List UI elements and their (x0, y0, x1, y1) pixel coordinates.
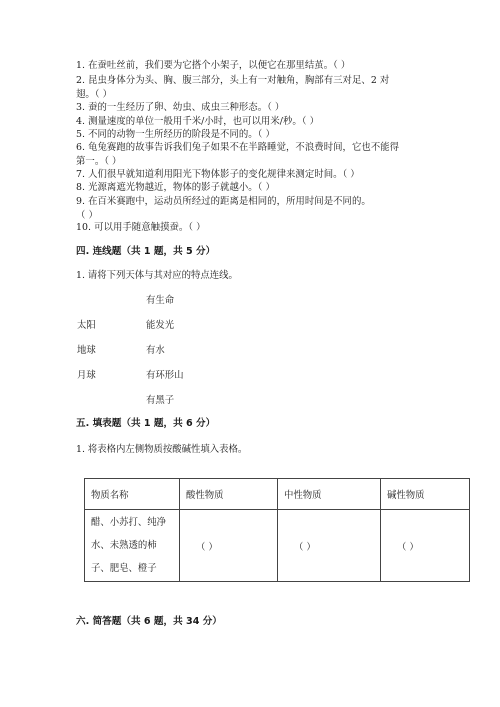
table-row (85, 510, 470, 582)
judgment-item-6 (76, 141, 426, 168)
section-4-title: 四. 连线题（共 1 题，共 5 分） (76, 246, 216, 257)
body-earth: 地球 (77, 345, 96, 356)
body-moon: 月球 (77, 370, 96, 381)
judgment-item-5-line-1: 5. 不同的动物一生所经历的阶段是不同的。（ ） (76, 129, 275, 140)
judgment-item-2 (76, 74, 426, 101)
acidic-blank[interactable]: （ ） (180, 510, 278, 582)
header-substance-name: 物质名称 (85, 479, 180, 510)
judgment-item-7-line-1: 7. 人们很早就知道利用阳光下物体影子的变化规律来测定时间。（ ） (76, 169, 360, 180)
classification-table (84, 478, 470, 582)
feature-4: 有环形山 (146, 370, 184, 381)
section-5-title: 五. 填表题（共 1 题，共 6 分） (76, 418, 216, 429)
neutral-blank[interactable]: （ ） (278, 510, 381, 582)
feature-5: 有黑子 (146, 395, 175, 406)
judgment-item-3 (76, 101, 426, 115)
judgment-item-2-line-2: 翅。（ ） (76, 88, 113, 100)
section-5-question: 1. 将表格内左侧物质按酸碱性填入表格。 (76, 444, 248, 455)
judgment-item-2-line-1: 2. 昆虫身体分为头、胸、腹三部分，头上有一对触角，胸部有三对足、2 对 (76, 75, 390, 86)
judgment-item-5 (76, 128, 426, 142)
judgment-item-4-line-1: 4. 测量速度的单位一般用千米/小时，也可以用米/秒。（ ） (76, 116, 320, 127)
judgment-item-1-line-1: 1. 在蚕吐丝前，我们要为它搭个小架子，以便它在那里结茧。（ ） (76, 60, 351, 71)
judgment-item-9 (76, 195, 426, 222)
judgment-item-3-line-1: 3. 蚕的一生经历了卵、幼虫、成虫三种形态。（ ） (76, 102, 285, 113)
judgment-item-7 (76, 168, 426, 182)
substance-line-2: 水、未熟透的柿 (91, 540, 157, 551)
header-alkaline: 碱性物质 (381, 479, 470, 510)
body-sun: 太阳 (77, 320, 96, 331)
judgment-item-10-line-1: 10. 可以用手随意触摸蚕。（ ） (76, 222, 206, 233)
substance-line-3: 子、肥皂、橙子 (91, 563, 157, 574)
judgment-item-9-line-1: 9. 在百米赛跑中，运动员所经过的距离是相同的，所用时间是不同的。 (76, 196, 371, 207)
judgment-item-1 (76, 59, 426, 73)
judgment-item-6-line-2: 第一。（ ） (76, 155, 122, 167)
judgment-item-4 (76, 115, 426, 129)
table-header-row (85, 479, 470, 510)
header-acidic: 酸性物质 (180, 479, 278, 510)
feature-3: 有水 (146, 345, 165, 356)
judgment-item-6-line-1: 6. 龟兔赛跑的故事告诉我们兔子如果不在半路睡觉，不浪费时间，它也不能得 (76, 142, 400, 153)
judgment-item-8-line-1: 8. 光源离遮光物越近，物体的影子就越小。（ ） (76, 182, 275, 193)
judgment-item-10 (76, 221, 426, 235)
section-6-title: 六. 简答题（共 6 题，共 34 分） (76, 616, 222, 627)
header-neutral: 中性物质 (278, 479, 381, 510)
feature-1: 有生命 (146, 295, 175, 306)
alkaline-blank[interactable]: （ ） (381, 510, 470, 582)
substance-list (85, 510, 180, 582)
judgment-item-8 (76, 181, 426, 195)
feature-2: 能发光 (146, 320, 175, 331)
section-4-question: 1. 请将下列天体与其对应的特点连线。 (76, 270, 238, 281)
judgment-item-9-line-2: （ ） (76, 209, 98, 221)
substance-line-1: 醋、小苏打、纯净 (91, 517, 167, 528)
